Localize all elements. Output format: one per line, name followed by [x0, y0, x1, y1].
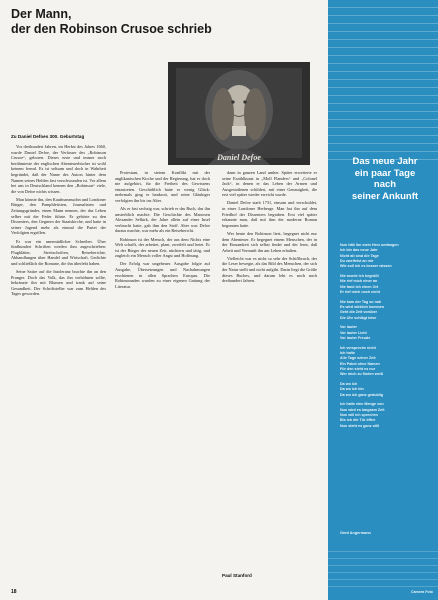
poem-line: Nie wurde ich begrüßt — [340, 273, 379, 278]
poem-line: Es wird wirklich kommen — [340, 304, 385, 309]
photo-credit: Camera Foto — [411, 590, 433, 594]
poem-line: Nicht alt sind die Tage — [340, 253, 379, 258]
article-column-1 — [11, 144, 106, 574]
sidebar-stripe-pattern — [328, 0, 438, 150]
poem-title-line-2: ein paar Tage — [354, 167, 416, 179]
poem-line: Alle Tage seiner Zeit — [340, 356, 376, 361]
poem-line: Vor lauter Freude — [340, 335, 371, 340]
poem-line: Er rief mich noch nicht — [340, 289, 380, 294]
poem-line: Du zweifelst an mir — [340, 258, 374, 263]
poem-line: Nun hält ihn mein Herz umfangen — [340, 243, 399, 247]
title-line-2: der den Robinson Crusoe schrieb — [11, 21, 212, 36]
poem-line: Wer mich zu finden weiß — [340, 372, 383, 377]
poem-line: Ich halte eine Menge von — [340, 402, 384, 407]
paragraph: Protestant, in stetem Konflikt mit der anglikanischen Kirche und der Regierung, hat er doch nie aufgehört, für die Freiheit des Gewissens einzutreten. Geschäftlich hatte er wenig Glück: mehrmals ging er bankrott, und seine Gläubiger verfolgten ihn bis ins Alter. — [115, 170, 210, 203]
page-number: 18 — [11, 589, 17, 595]
poem-body — [340, 243, 432, 433]
poem-stanza — [340, 346, 432, 378]
paragraph: Wer heute den Robinson liest, begegnet nicht nur dem Abenteuer. Er begegnet einem Menschen, der in der Einsamkeit sich selbst findet und der lernt, daß Arbeit und Vernunft ihn am Leben erhalten. — [222, 230, 317, 253]
poem-title-line-4: seiner Ankunft — [351, 190, 419, 202]
poem-line: Vor lauter — [340, 325, 357, 330]
paragraph: Vielleicht war es nicht so sehr der Schiffbruch, der die Leser bewegte, als das Bild des Menschen, der sich der Natur stellt und nicht aufgibt. Darin liegt die Größe dieses Buches, und darum lebt es noch nach dreihundert Jahren. — [222, 255, 317, 284]
title-line-1: Der Mann, — [11, 7, 72, 21]
poem-title — [338, 156, 432, 202]
poem-line: Wie soll ich es besser wissen — [340, 264, 392, 269]
poem-title-line-1: Das neue Jahr — [352, 156, 418, 167]
paragraph: Vor dreihundert Jahren, im Herbst des Jahres 1660, wurde Daniel Defoe, der Verfasser des „Robinson Crusoe“, geboren. Dieses erste und immer noch berühmteste der englischen Abenteuerbücher ist wohl keinem fremd. Es ist seltsam und doch in Wahrheit begründet, daß der Name des Autors hinter dem Namen seines Helden fast verschwunden ist. Vor allem bei uns in Deutschland kennen den „Robinson“ viele, die von Defoe nichts wissen. — [11, 144, 106, 194]
portrait-engraving — [168, 62, 310, 165]
poem-line: Vor lauter Licht — [340, 330, 367, 335]
poem-sidebar — [328, 0, 438, 600]
article-column-3 — [222, 170, 317, 574]
article-title — [11, 7, 311, 36]
poem-line: Da wo ich ganz geduldig — [340, 392, 384, 397]
poem-line: Für den sieht es nur — [340, 366, 376, 371]
poem-title-line-3: nach — [373, 179, 397, 190]
portrait-caption: Daniel Defoe — [217, 153, 261, 162]
paragraph: Der Erfolg war ungeheuer. Ausgabe folgte auf Ausgabe, Übersetzungen und Nachahmungen erschienen in allen Sprachen Europas. Die Robinsonaden wurden zu einer eigenen Gattung der Literatur. — [115, 261, 210, 289]
poem-line: Nie fand ich einen Ort — [340, 284, 379, 289]
poem-line: Da wo ich bin — [340, 387, 364, 392]
portrait-illustration — [168, 62, 310, 165]
poem-line: Nie kam der Tag so nah — [340, 299, 382, 304]
article-subhead: Zu Daniel Defoes 300. Geburtstag — [11, 134, 85, 139]
poem-line: Die Uhr schlägt leise — [340, 315, 377, 320]
poet-name: Gerd Angermann — [340, 531, 371, 535]
poem-line: Da wo ich — [340, 382, 358, 387]
paragraph: Daniel Defoe starb 1731, einsam und verschuldet, in einer Londoner Herberge. Man hat ihn auf dem Friedhof der Dissenters begraben. Erst viel später erkannte man, daß mit ihm der moderne Roman begonnen hatte. — [222, 200, 317, 228]
poem-line: Ich bin das neue Jahr — [340, 248, 378, 253]
poem-stanza — [340, 402, 432, 428]
author-name: Paul Stanford — [222, 573, 252, 578]
paragraph: Seine Satire auf die Intoleranz brachte ihn an den Pranger. Doch das Volk, das ihn verhöhnen sollte, bekränzte ihn mit Blumen und trank auf seine Gesundheit. Der Schriftsteller war zum Helden des Tages geworden. — [11, 268, 106, 297]
poem-line: Nun wird es langsam Zeit — [340, 407, 385, 412]
paragraph: Als er fast sechzig war, schrieb er das Buch, das ihn unsterblich machte. Die Geschichte des Matrosen Alexander Selkirk, der Jahre allein auf einer Insel verbracht hatte, gab ihm den Stoff. Aber was Defoe daraus machte, war mehr als ein Reisebericht. — [115, 206, 210, 234]
article-column-2 — [115, 170, 210, 574]
poem-line: Nie rief mich einer an — [340, 279, 378, 284]
poem-stanza — [340, 382, 432, 398]
sidebar-bottom-stripes — [328, 545, 438, 585]
poem-line: Nun will ich sprechen — [340, 413, 378, 418]
paragraph: Man könnte ihn, den Kaufmannssohn und Londoner Bürger, den Pamphletisten, Journalisten und Zeitungsgründer, einen Mann nennen, der das Leben selber mit der Feder führte. Er gehörte zu den Dissenters, den Gegnern der Staatskirche, und hatte in seiner Jugend mehr als einmal die Partei der Verfolgten ergriffen. — [11, 196, 106, 236]
poem-stanza — [340, 325, 432, 341]
poem-line: Geht die Zeit vorüber — [340, 310, 378, 315]
paragraph: dann in ganzen Land umher. Später erweiterte er seine Erzählkunst in „Moll Flanders“ und „Colonel Jack“, in denen er das Leben der Armen und Ausgestoßenen schildert, mit einer Genauigkeit, die erst viel später wieder erreicht wurde. — [222, 170, 317, 198]
poem-stanza — [340, 274, 432, 295]
paragraph: Robinson ist der Mensch, der aus dem Nichts eine Welt schafft, der arbeitet, plant, zweifelt und betet. Er ist der Bürger der neuen Zeit, nüchtern und tätig, und zugleich ein Mensch voller Angst und Hoffnung. — [115, 236, 210, 259]
poem-line: Bis ich die Tür öffne — [340, 418, 376, 423]
poem-stanza — [340, 243, 432, 269]
poem-line: Ich verspreche nicht — [340, 345, 376, 350]
poem-stanza — [340, 300, 432, 321]
poem-line: Ich halte — [340, 351, 355, 356]
poem-line: Nun steht es ganz still — [340, 423, 379, 428]
poem-line: Ein Paket ohne Namen — [340, 361, 380, 366]
paragraph: Er war ein unermüdlicher Schreiber. Über fünfhundert Schriften werden ihm zugeschrieben: Flugblätter, Streitschriften, Reiseberichte, Abhandlungen über Handel und Wirtschaft, Gedichte und schließlich die Romane, die ihn überlebt haben. — [11, 238, 106, 266]
